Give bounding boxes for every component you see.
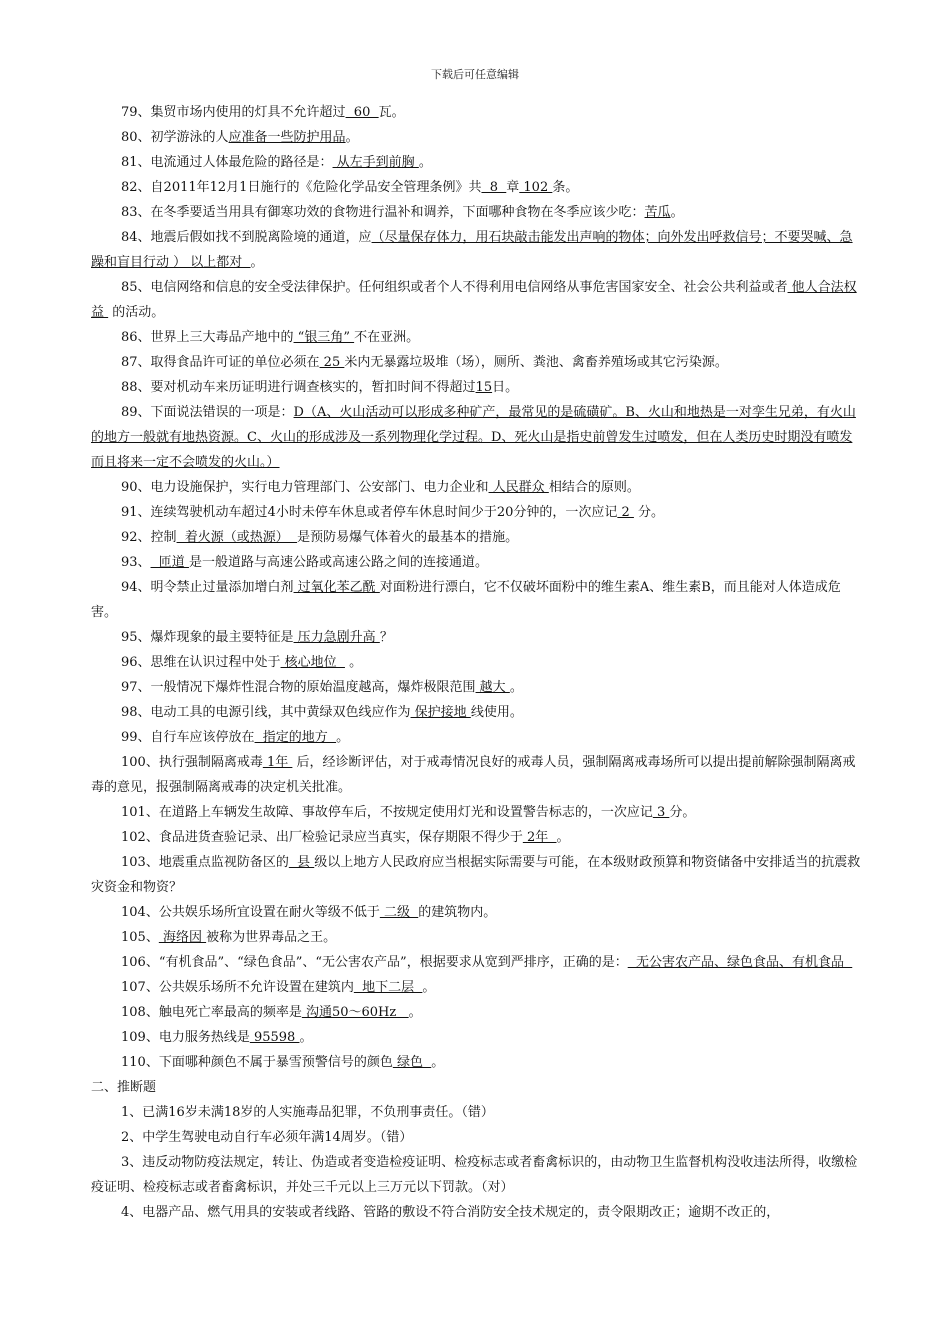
answer-text: 无公害农产品、绿色食品、有机食品 <box>627 955 853 970</box>
question-text: 。 <box>408 1005 422 1020</box>
answer-text: 匝道 <box>150 555 189 570</box>
question-text: 对面粉进行漂白，它不仅破坏面粉中的维生素A、维生素B，而且能对人体造成危害。 <box>91 580 841 620</box>
answer-text: 人民群众 <box>488 480 549 495</box>
question-text: ？ <box>379 630 393 645</box>
question-text: 89、下面说法错误的一项是： <box>121 405 294 420</box>
answer-text: 应准备一些防护用品 <box>228 130 346 145</box>
question-item <box>91 825 861 850</box>
question-text: 。 <box>250 255 264 270</box>
question-item <box>91 225 861 275</box>
question-text: 110、下面哪种颜色不属于暴雪预警信号的颜色 <box>121 1055 393 1070</box>
answer-text: 沟通50～60Hz <box>301 1005 409 1020</box>
question-item <box>91 1025 861 1050</box>
question-item <box>91 850 861 900</box>
question-item <box>91 525 861 550</box>
question-text: 瓦。 <box>378 105 405 120</box>
question-text: 是一般道路与高速公路或高速公路之间的连接通道。 <box>188 555 488 570</box>
question-text: 分。 <box>669 805 696 820</box>
question-item <box>91 625 861 650</box>
question-text: 102、食品进货查验记录、出厂检验记录应当真实，保存期限不得少于 <box>121 830 523 845</box>
answer-text: 苦瓜 <box>644 205 671 220</box>
question-text: 85、电信网络和信息的安全受法律保护。任何组织或者个人不得利用电信网络从事危害国家安全、社会公共利益或者 <box>121 280 788 295</box>
question-text: 99、自行车应该停放在 <box>121 730 255 745</box>
question-item <box>91 500 861 525</box>
answer-text: 2年 <box>522 830 557 845</box>
question-item <box>91 1050 861 1075</box>
question-item <box>91 575 861 625</box>
question-item <box>91 200 861 225</box>
question-text: 2、中学生驾驶电动自行车必须年满14周岁。（错） <box>121 1130 413 1145</box>
question-item <box>91 350 861 375</box>
question-text: 92、控制 <box>121 530 177 545</box>
answer-text: 2 <box>617 505 634 520</box>
answer-text: 指定的地方 <box>254 730 337 745</box>
question-item <box>91 750 861 800</box>
question-item <box>91 650 861 675</box>
question-text: 79、集贸市场内使用的灯具不允许超过 <box>121 105 346 120</box>
question-item <box>91 475 861 500</box>
question-item <box>91 100 861 125</box>
question-text: 3、违反动物防疫法规定，转让、伪造或者变造检疫证明、检疫标志或者畜禽标识的，由动物卫生监督机构没收违法所得，收缴检疫证明、检疫标志或者畜禽标识，并处三千元以上三万元以下罚款。（对） <box>91 1155 858 1195</box>
question-text: 107、公共娱乐场所不允许设置在建筑内 <box>121 980 354 995</box>
question-text: 。 <box>344 655 363 670</box>
question-text: 84、地震后假如找不到脱离险境的通道，应 <box>121 230 372 245</box>
document-body <box>91 100 861 1225</box>
answer-text: 海络因 <box>158 930 207 945</box>
question-text: 1、已满16岁未满18岁的人实施毒品犯罪，不负刑事责任。（错） <box>121 1105 494 1120</box>
question-item <box>91 700 861 725</box>
answer-text: D（A、火山活动可以形成多种矿产，最常见的是硫磺矿。B、火山和地热是一对孪生兄弟，有火山的地方一般就有地热资源。C、火山的形成涉及一系列物理化学过程。D、死火山是指史前曾发生过喷发，但在人类历史时期没有喷发而且将来一定不会喷发的火山。） <box>91 405 856 470</box>
question-item <box>91 1100 861 1125</box>
answer-text: 从左手到前胸 <box>332 155 419 170</box>
question-text: 95、爆炸现象的最主要特征是 <box>121 630 294 645</box>
answer-text: 15 <box>475 380 493 395</box>
question-text: 90、电力设施保护，实行电力管理部门、公安部门、电力企业和 <box>121 480 489 495</box>
answer-text: 60 <box>345 105 379 120</box>
question-text: 80、初学游泳的人 <box>121 130 229 145</box>
question-text: 4、电器产品、燃气用具的安装或者线路、管路的敷设不符合消防安全技术规定的，责令限期改正；逾期不改正的， <box>121 1205 780 1220</box>
question-item <box>91 675 861 700</box>
answer-text: 压力急剧升高 <box>293 630 380 645</box>
question-text: 93、 <box>121 555 151 570</box>
question-text: 82、自2011年12月1日施行的《危险化学品安全管理条例》共 <box>121 180 482 195</box>
question-text: 条。 <box>552 180 579 195</box>
question-text: 。 <box>336 730 350 745</box>
question-text: 的活动。 <box>108 305 165 320</box>
answer-text: 8 <box>481 180 507 195</box>
question-text: 88、要对机动车来历证明进行调查核实的，暂扣时间不得超过 <box>121 380 476 395</box>
question-item <box>91 400 861 475</box>
question-text: 101、在道路上车辆发生故障、事故停车后，不按规定使用灯光和设置警告标志的，一次应记 <box>121 805 653 820</box>
question-text: 。 <box>422 980 436 995</box>
question-text: 被称为世界毒品之王。 <box>206 930 337 945</box>
question-text: 103、地震重点监视防备区的 <box>121 855 289 870</box>
question-item <box>91 1000 861 1025</box>
answer-text: 保护接地 <box>410 705 471 720</box>
question-item <box>91 275 861 325</box>
question-text: 相结合的原则。 <box>548 480 640 495</box>
question-item <box>91 1125 861 1150</box>
answer-text: 25 <box>319 355 345 370</box>
question-text: 83、在冬季要适当用具有御寒功效的食物进行温补和调养，下面哪种食物在冬季应该少吃： <box>121 205 645 220</box>
question-text: 。 <box>509 680 523 695</box>
question-text: 。 <box>556 830 570 845</box>
answer-text: 95598 <box>249 1030 300 1045</box>
question-text: 日。 <box>492 380 519 395</box>
question-item <box>91 1200 861 1225</box>
question-text: 章 <box>506 180 520 195</box>
question-item <box>91 725 861 750</box>
question-text: 96、思维在认识过程中处于 <box>121 655 281 670</box>
question-text: 后，经诊断评估，对于戒毒情况良好的戒毒人员，强制隔离戒毒场所可以提出提前解除强制隔离戒毒的意见，报强制隔离戒毒的决定机关批准。 <box>91 755 856 795</box>
question-text: 。 <box>418 155 432 170</box>
question-text: 87、取得食品许可证的单位必须在 <box>121 355 320 370</box>
question-item <box>91 375 861 400</box>
answer-text: 县 <box>288 855 315 870</box>
question-text: 二、推断题 <box>91 1080 157 1095</box>
question-item <box>91 150 861 175</box>
answer-text: 地下二层 <box>353 980 423 995</box>
question-item <box>91 550 861 575</box>
question-text: 分。 <box>633 505 665 520</box>
answer-text: 过氧化苯乙酰 <box>293 580 380 595</box>
answer-text: “银三角” <box>293 330 355 345</box>
question-item <box>91 900 861 925</box>
question-text: 是预防易爆气体着火的最基本的措施。 <box>297 530 519 545</box>
question-text: 104、公共娱乐场所宜设置在耐火等级不低于 <box>121 905 380 920</box>
answer-text: 二级 <box>379 905 419 920</box>
question-item <box>91 175 861 200</box>
question-text: 81、电流通过人体最危险的路径是： <box>121 155 333 170</box>
question-text: 100、执行强制隔离戒毒 <box>121 755 263 770</box>
question-item <box>91 925 861 950</box>
question-text: 米内无暴露垃圾堆（场），厕所、粪池、禽畜养殖场或其它污染源。 <box>344 355 728 370</box>
answer-text: 102 <box>519 180 553 195</box>
question-item <box>91 950 861 975</box>
question-item <box>91 125 861 150</box>
question-text: 98、电动工具的电源引线，其中黄绿双色线应作为 <box>121 705 411 720</box>
question-text: 的建筑物内。 <box>418 905 497 920</box>
section-heading <box>91 1075 861 1100</box>
question-text: 。 <box>670 205 684 220</box>
answer-text: 着火源（或热源） <box>176 530 298 545</box>
question-item <box>91 975 861 1000</box>
question-text: 108、触电死亡率最高的频率是 <box>121 1005 302 1020</box>
question-text: 。 <box>431 1055 445 1070</box>
question-text: 105、 <box>121 930 159 945</box>
question-item <box>91 325 861 350</box>
answer-text: 1年 <box>262 755 293 770</box>
page-header: 下载后可任意编辑 <box>431 68 519 81</box>
question-text: 109、电力服务热线是 <box>121 1030 250 1045</box>
question-text: 。 <box>299 1030 313 1045</box>
question-item <box>91 800 861 825</box>
answer-text: 核心地位 <box>280 655 345 670</box>
answer-text: 绿色 <box>392 1055 432 1070</box>
question-text: 94、明令禁止过量添加增白剂 <box>121 580 294 595</box>
answer-text: 越大 <box>475 680 510 695</box>
answer-text: 3 <box>652 805 670 820</box>
question-text: 线使用。 <box>470 705 523 720</box>
question-text: 86、世界上三大毒品产地中的 <box>121 330 294 345</box>
answer-text: （尽量保存体力，用石块敲击能发出声响的物体；向外发出呼救信号；不要哭喊、急躁和盲目行动 ） 以上都对 <box>91 230 853 270</box>
question-text: 91、连续驾驶机动车超过4小时未停车休息或者停车休息时间少于20分钟的，一次应记 <box>121 505 618 520</box>
question-text: 106、“有机食品”、“绿色食品”、“无公害农产品”，根据要求从宽到严排序，正确的是： <box>121 955 628 970</box>
question-item <box>91 1150 861 1200</box>
question-text: 97、一般情况下爆炸性混合物的原始温度越高，爆炸极限范围 <box>121 680 476 695</box>
question-text: 。 <box>345 130 359 145</box>
answer-text: 他人合法权益 <box>91 280 857 320</box>
question-text: 不在亚洲。 <box>354 330 420 345</box>
question-text: 级以上地方人民政府应当根据实际需要与可能，在本级财政预算和物资储备中安排适当的抗震救灾资金和物资？ <box>91 855 861 895</box>
